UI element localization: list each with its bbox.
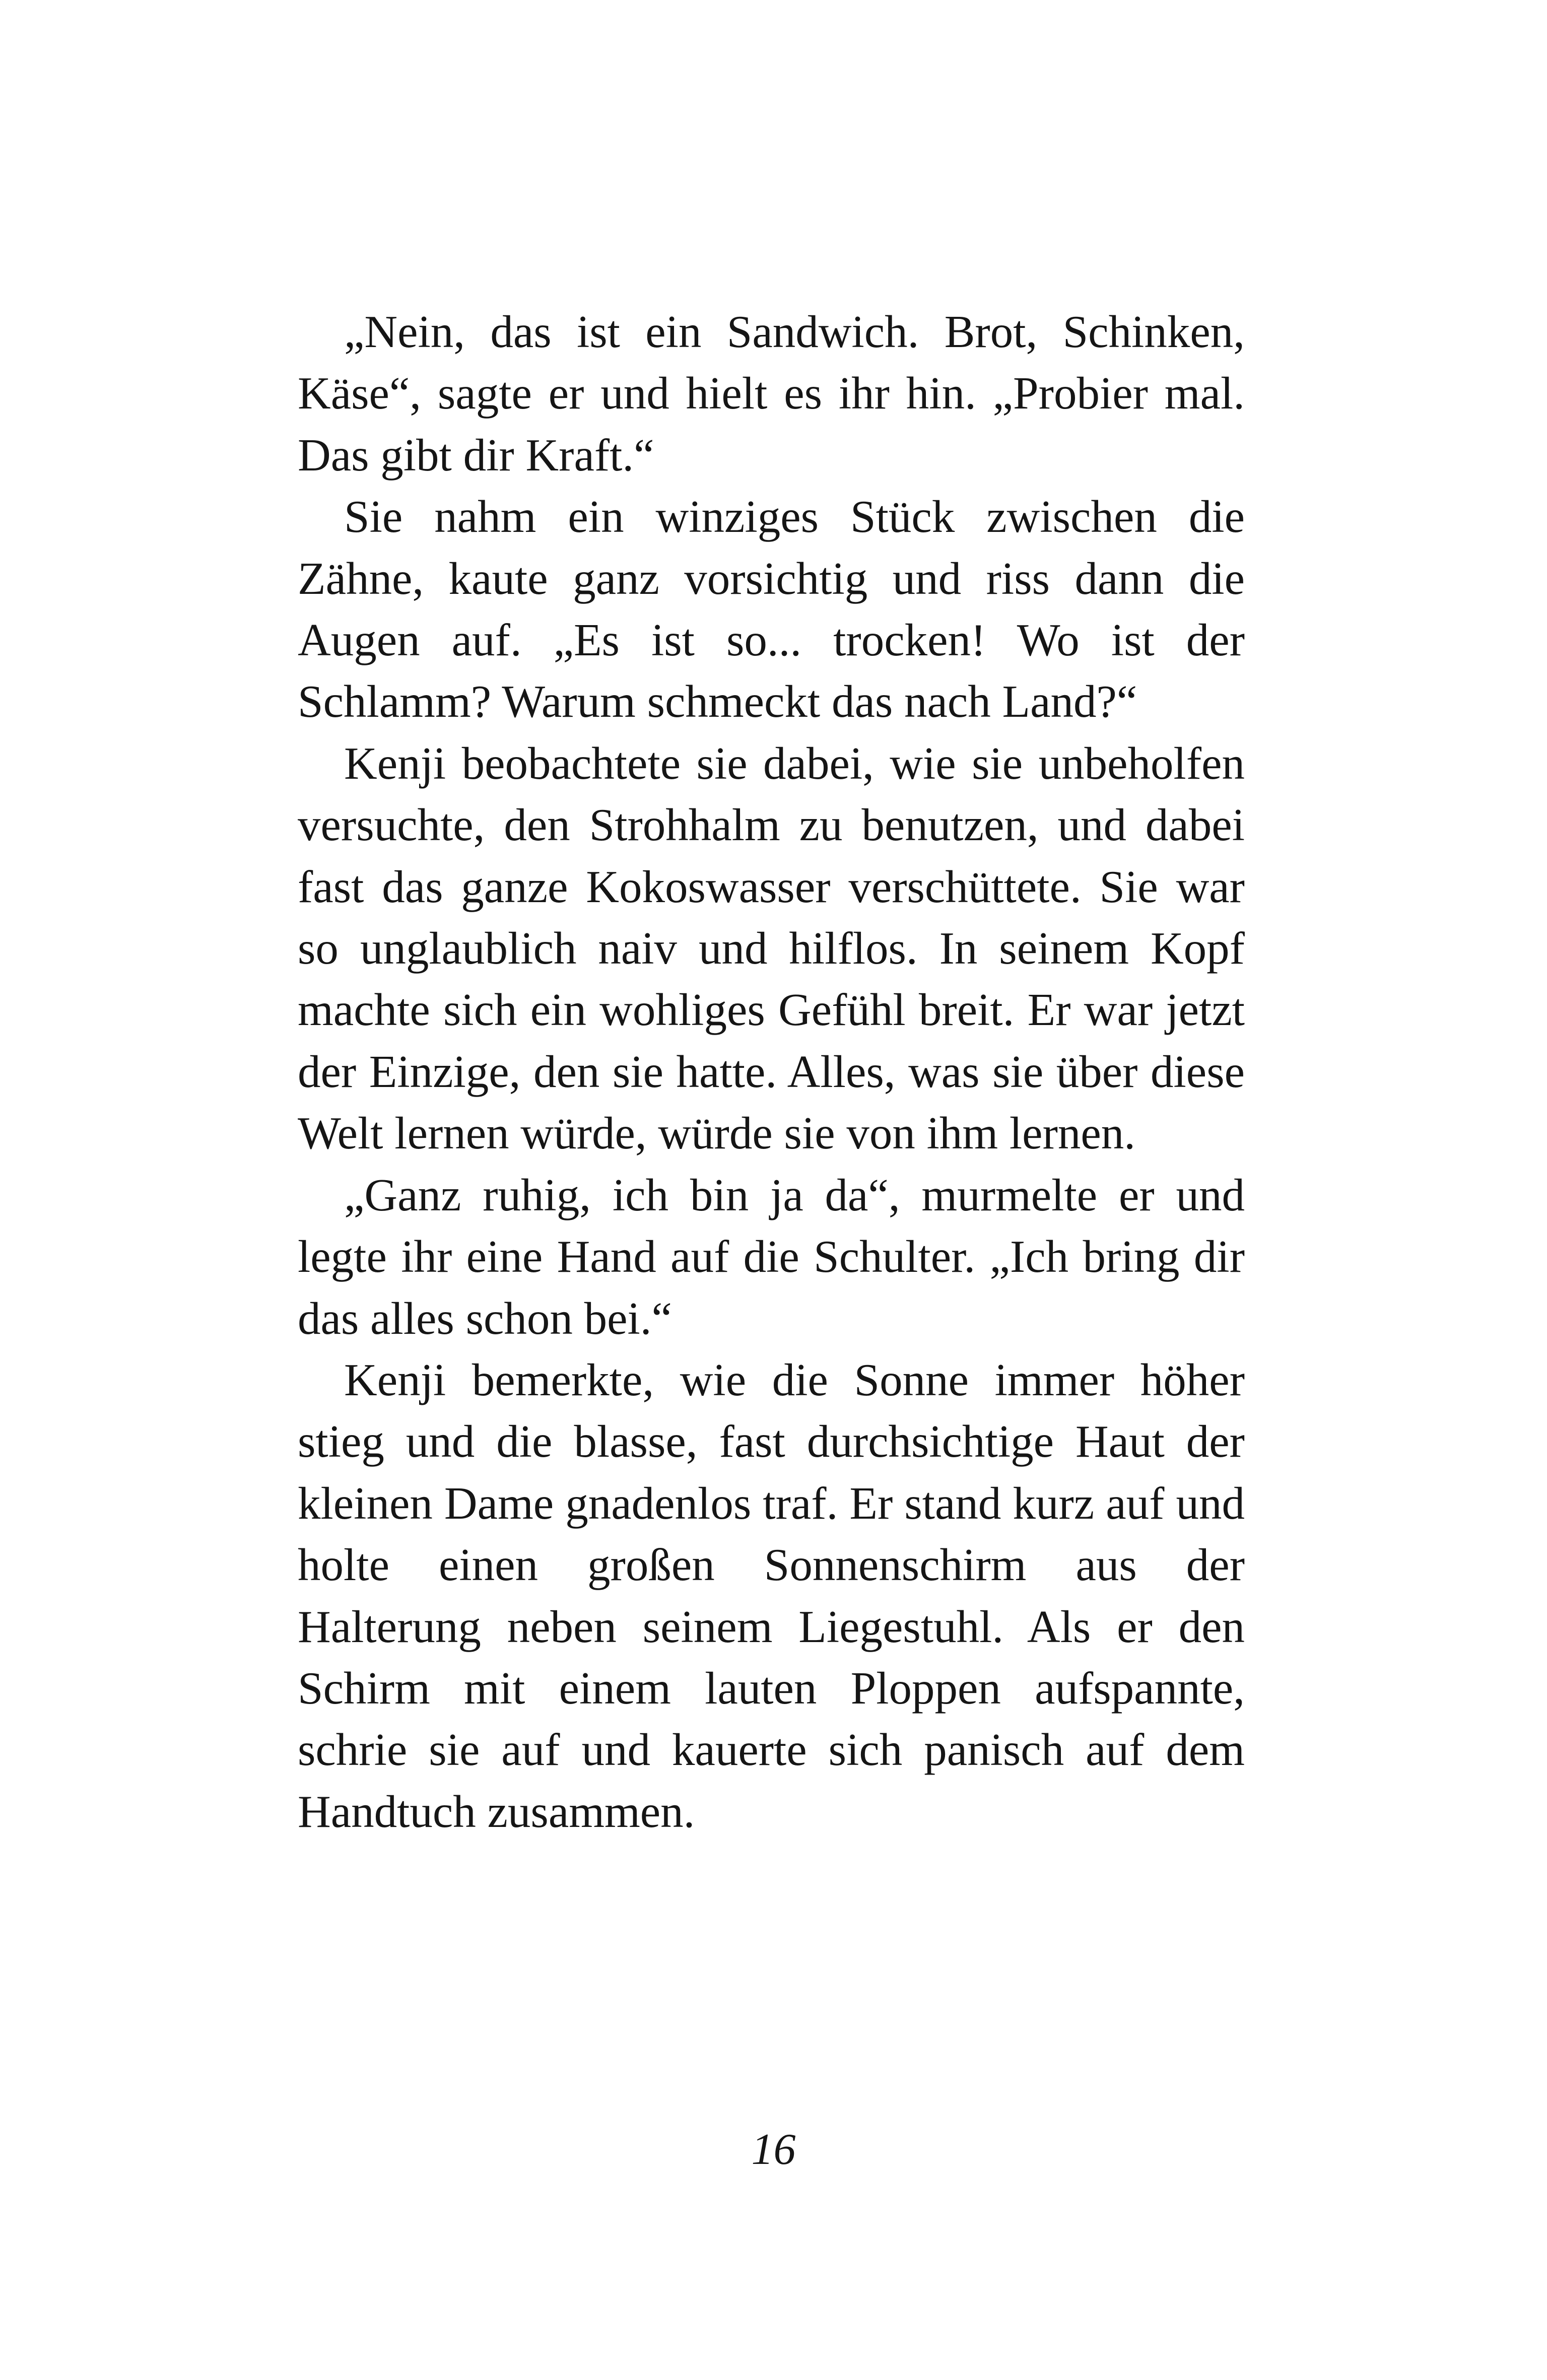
page-number: 16: [751, 2125, 796, 2174]
paragraph-3: Kenji beobachtete sie dabei, wie sie unbeholfen versuchte, den Strohhalm zu benutzen, und dabei fast das ganze Kokoswasser verschüttete. Sie war so unglaublich naiv und hilflos. In seinem Kopf machte sich ein wohliges Gefühl breit. Er war jetzt der Einzige, den sie hatte. Alles, was sie über diese Welt lernen würde, würde sie von ihm lernen.: [298, 737, 1245, 1159]
body-text: [298, 301, 1245, 1843]
paragraph-1: „Nein, das ist ein Sandwich. Brot, Schinken, Käse“, sagte er und hielt es ihr hin. „Probier mal. Das gibt dir Kraft.“: [298, 306, 1245, 481]
paragraph-4: „Ganz ruhig, ich bin ja da“, murmelte er und legte ihr eine Hand auf die Schulter. „Ich bring dir das alles schon bei.“: [298, 1169, 1245, 1344]
paragraph-5: Kenji bemerkte, wie die Sonne immer höher stieg und die blasse, fast durchsichtige Haut der kleinen Dame gnadenlos traf. Er stand kurz auf und holte einen großen Sonnenschirm aus der Halterung neben seinem Liegestuhl. Als er den Schirm mit einem lauten Ploppen aufspannte, schrie sie auf und kauerte sich panisch auf dem Handtuch zusammen.: [298, 1354, 1245, 1837]
paragraph-2: Sie nahm ein winziges Stück zwischen die Zähne, kaute ganz vorsichtig und riss dann die Augen auf. „Es ist so... trocken! Wo ist der Schlamm? Warum schmeckt das nach Land?“: [298, 491, 1245, 727]
